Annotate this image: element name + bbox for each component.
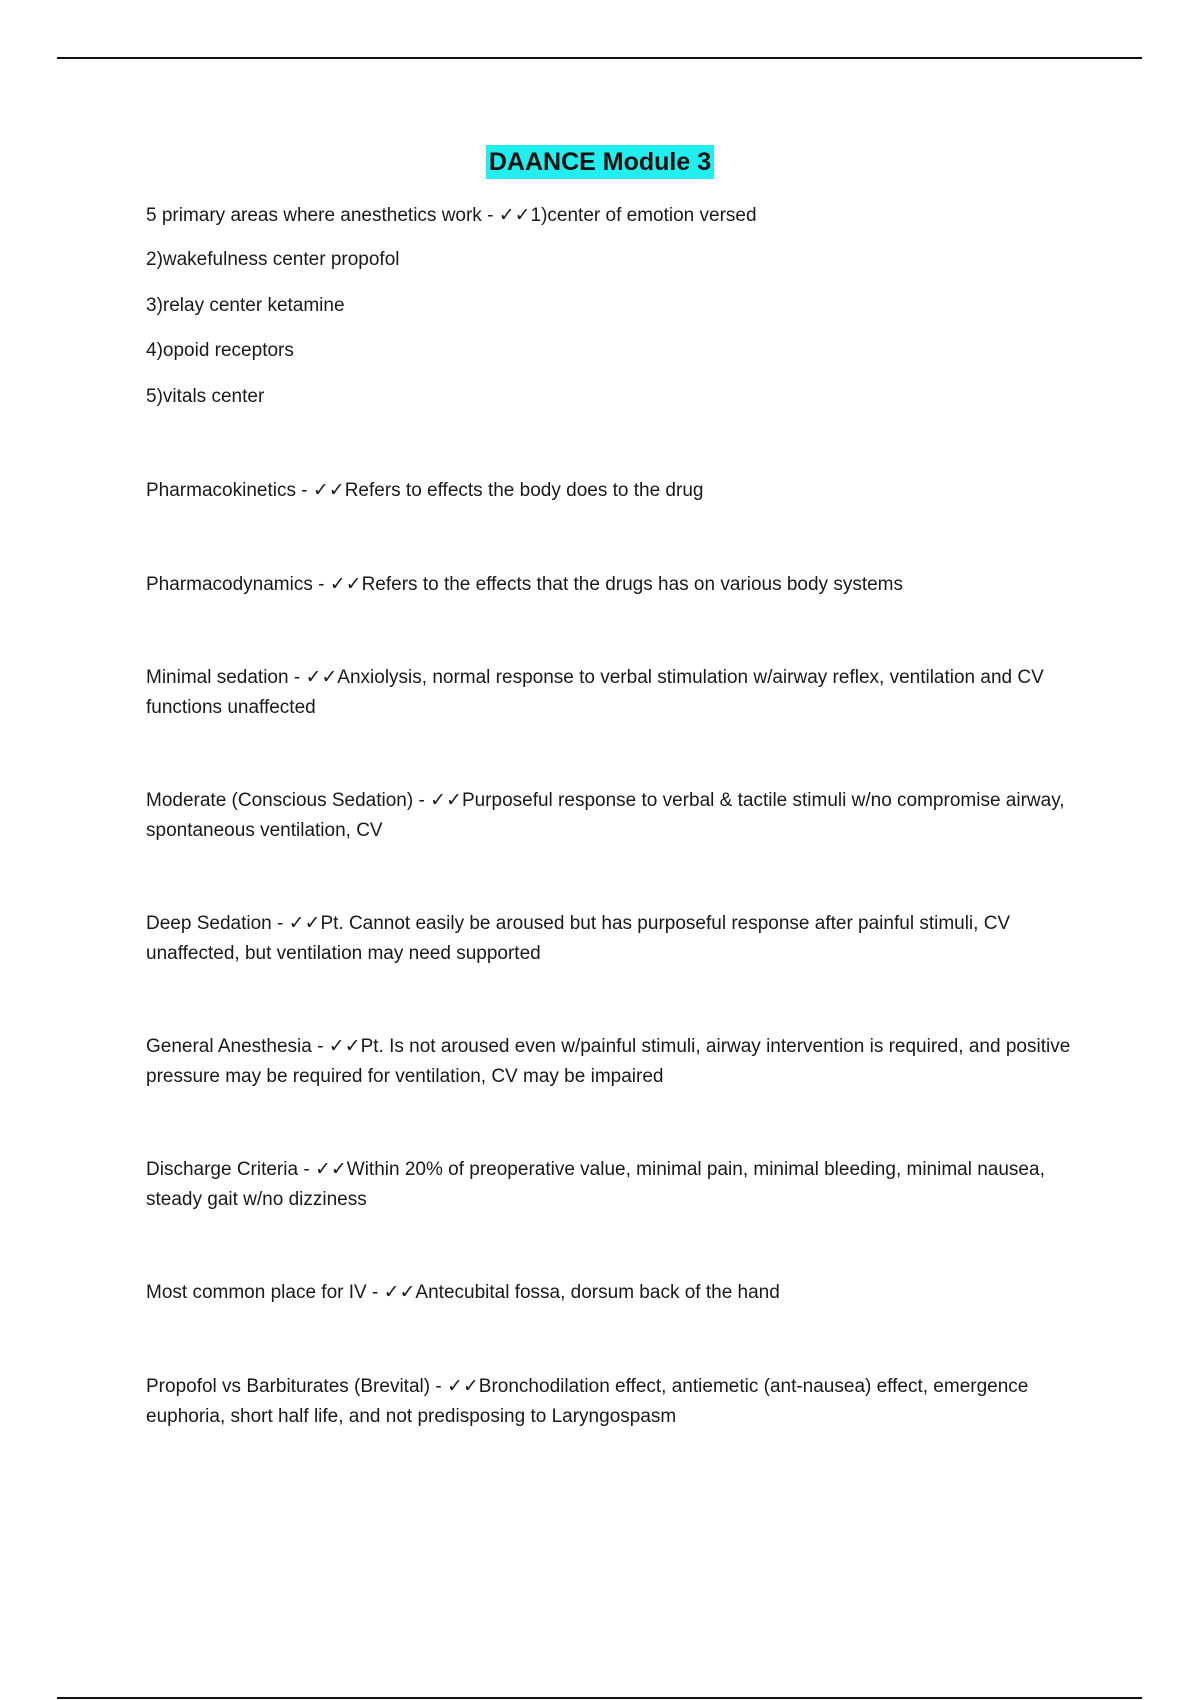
double-check-icon: ✓✓ bbox=[314, 1158, 347, 1180]
entry-text: 2)wakefulness center propofol bbox=[146, 249, 400, 270]
document-title: DAANCE Module 3 bbox=[486, 145, 714, 179]
entry-definition: Within 20% of preoperative value, minimal pain, minimal bleeding, minimal nausea, steady gait w/no dizziness bbox=[146, 1159, 1045, 1210]
double-check-icon: ✓✓ bbox=[305, 666, 338, 688]
entry-term: Pharmacokinetics - bbox=[146, 480, 313, 501]
double-check-icon: ✓✓ bbox=[312, 479, 345, 501]
entry-pharmacokinetics bbox=[146, 475, 1096, 506]
entry-propofol-vs-barbiturates bbox=[146, 1371, 1096, 1432]
double-check-icon: ✓✓ bbox=[383, 1281, 416, 1303]
entry-relay bbox=[146, 291, 1096, 321]
entry-term: Moderate (Conscious Sedation) - bbox=[146, 790, 431, 811]
entry-definition: Antecubital fossa, dorsum back of the hand bbox=[415, 1282, 780, 1303]
entry-term: Most common place for IV - bbox=[146, 1282, 384, 1303]
entry-text: 3)relay center ketamine bbox=[146, 295, 345, 316]
double-check-icon: ✓✓ bbox=[430, 789, 462, 811]
entry-vitals bbox=[146, 382, 1096, 412]
page-top-rule bbox=[57, 57, 1142, 59]
entry-term: General Anesthesia - bbox=[146, 1036, 329, 1057]
entry-term: Pharmacodynamics - bbox=[146, 574, 330, 595]
entry-deep-sedation bbox=[146, 908, 1096, 969]
entry-term: Discharge Criteria - bbox=[146, 1159, 315, 1180]
entry-term: 5 primary areas where anesthetics work - bbox=[146, 205, 499, 226]
entry-discharge-criteria bbox=[146, 1154, 1096, 1215]
entry-definition: Purposeful response to verbal & tactile stimuli w/no compromise airway, spontaneous ventilation, CV bbox=[146, 790, 1065, 841]
entry-definition: 1)center of emotion versed bbox=[530, 205, 757, 226]
entry-wakefulness bbox=[146, 245, 1096, 275]
entry-minimal-sedation bbox=[146, 662, 1096, 723]
entry-general-anesthesia bbox=[146, 1031, 1096, 1092]
double-check-icon: ✓✓ bbox=[328, 1035, 361, 1057]
entry-pharmacodynamics bbox=[146, 569, 1096, 600]
page-bottom-rule bbox=[57, 1697, 1142, 1699]
double-check-icon: ✓✓ bbox=[288, 912, 321, 934]
entry-definition: Pt. Cannot easily be aroused but has purposeful response after painful stimuli, CV unaffected, but ventilation may need supported bbox=[146, 913, 1011, 964]
entry-definition: Anxiolysis, normal response to verbal stimulation w/airway reflex, ventilation and CV functions unaffected bbox=[146, 667, 1044, 718]
entry-definition: Bronchodilation effect, antiemetic (ant-nausea) effect, emergence euphoria, short half life, and not predisposing to Laryngospasm bbox=[146, 1376, 1029, 1427]
double-check-icon: ✓✓ bbox=[498, 204, 531, 226]
entry-moderate-sedation bbox=[146, 785, 1096, 846]
entry-text: 5)vitals center bbox=[146, 386, 265, 407]
double-check-icon: ✓✓ bbox=[329, 573, 362, 595]
entry-primary-areas bbox=[146, 200, 1096, 231]
title-container bbox=[0, 145, 1200, 179]
double-check-icon: ✓✓ bbox=[446, 1375, 479, 1397]
entry-definition: Refers to the effects that the drugs has on various body systems bbox=[361, 574, 904, 595]
entry-text: 4)opoid receptors bbox=[146, 340, 294, 361]
entry-opoid bbox=[146, 336, 1096, 366]
entry-definition: Pt. Is not aroused even w/painful stimuli, airway intervention is required, and positive pressure may be required for ventilation, CV may be impaired bbox=[146, 1036, 1071, 1087]
entry-term: Deep Sedation - bbox=[146, 913, 289, 934]
entry-term: Propofol vs Barbiturates (Brevital) - bbox=[146, 1376, 447, 1397]
entry-definition: Refers to effects the body does to the drug bbox=[344, 480, 704, 501]
entry-iv-place bbox=[146, 1277, 1096, 1308]
entry-term: Minimal sedation - bbox=[146, 667, 306, 688]
